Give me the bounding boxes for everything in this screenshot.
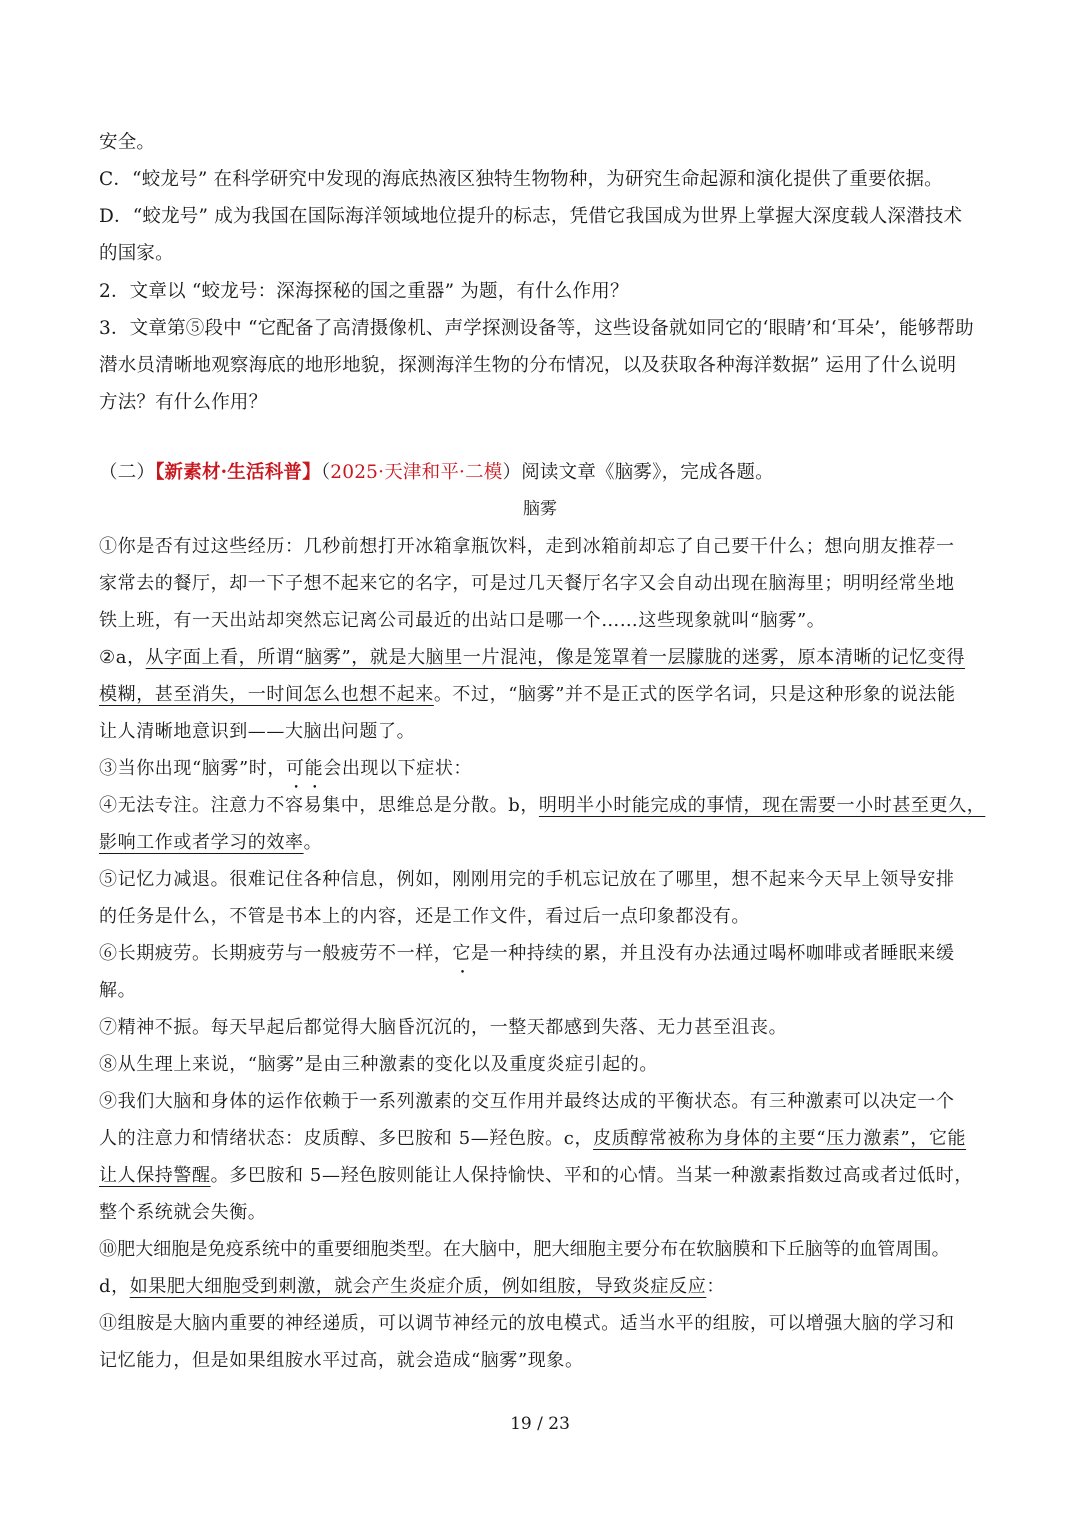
paragraph-11-line: ⑪组胺是大脑内重要的神经递质，可以调节神经元的放电模式。适当水平的组胺，可以增强大脑的学习和 (99, 1313, 955, 1334)
underlined-text: 影响工作或者学习的效率 (99, 832, 304, 853)
paragraph-10-line: ⑩肥大细胞是免疫系统中的重要细胞类型。在大脑中，肥大细胞主要分布在软脑膜和下丘脑等的血管周围。 (99, 1239, 950, 1260)
plain-text: 会出现以下症状： (323, 758, 473, 779)
paragraph-2-line: 让人清晰地意识到——大脑出问题了。 (99, 721, 416, 742)
section-header (99, 460, 774, 486)
paragraph-7-line: ⑦精神不振。每天早起后都觉得大脑昏沉沉的，一整天都感到失落、无力甚至沮丧。 (99, 1017, 788, 1038)
paragraph-3-line (99, 756, 472, 782)
text-line: 安全。 (99, 132, 156, 153)
paragraph-6-line: 解。 (99, 980, 137, 1001)
emphasis-char: 可 (286, 758, 305, 779)
paragraph-4-line (99, 830, 322, 856)
section-source: 2025·天津和平·二模 (330, 462, 503, 483)
marker-a: ②a， (99, 647, 146, 668)
paragraph-1-line: 家常去的餐厅，却一下子想不起来它的名字，可是过几天餐厅名字又会自动出现在脑海里；明明经常坐地 (99, 573, 955, 594)
paragraph-11-line: 记忆能力，但是如果组胺水平过高，就会造成“脑雾”现象。 (99, 1350, 584, 1371)
plain-text: 人的注意力和情绪状态：皮质醇、多巴胺和 5—羟色胺。c， (99, 1128, 594, 1149)
underlined-text: 模糊，甚至消失，一时间怎么也想不起来 (99, 684, 434, 705)
underlined-text: 明明半小时能完成的事情，现在需要一小时甚至更久， (538, 795, 986, 816)
plain-text: 。不过，“脑雾”并不是正式的医学名词，只是这种形象的说法能 (433, 684, 956, 705)
plain-text: 。多巴胺和 5—羟色胺则能让人保持愉快、平和的心情。当某一种激素指数过高或者过低时， (210, 1165, 973, 1186)
question-3-cont: 方法？有什么作用？ (99, 392, 268, 413)
option-c: C．“蛟龙号” 在科学研究中发现的海底热液区独特生物物种，为研究生命起源和演化提供了重要依据。 (99, 169, 943, 190)
paragraph-9-line (99, 1126, 966, 1152)
plain-text: ③当你出现“脑雾”时， (99, 758, 287, 779)
paragraph-8-line: ⑧从生理上来说，“脑雾”是由三种激素的变化以及重度炎症引起的。 (99, 1054, 659, 1075)
paragraph-9-line: ⑨我们大脑和身体的运作依赖于一系列激素的交互作用并最终达成的平衡状态。有三种激素可以决定一个 (99, 1091, 955, 1112)
paragraph-4-line (99, 793, 985, 819)
underlined-text: 让人保持警醒 (99, 1165, 211, 1186)
page-number: 19 / 23 (510, 1414, 570, 1434)
option-d-cont: 的国家。 (99, 243, 174, 264)
option-d: D．“蛟龙号” 成为我国在国际海洋领域地位提升的标志，凭借它我国成为世界上掌握大深度载人深潜技术 (99, 206, 963, 227)
paragraph-5-line: ⑤记忆力减退。很难记住各种信息，例如，刚刚用完的手机忘记放在了哪里，想不起来今天早上领导安排 (99, 869, 955, 890)
paragraph-6-line (99, 941, 955, 967)
paragraph-2-line (99, 682, 956, 708)
plain-text: ④无法专注。注意力不容易集中，思维总是分散。b， (99, 795, 539, 816)
article-title: 脑雾 (523, 499, 557, 519)
emphasis-char: 能 (304, 758, 324, 779)
paragraph-10-line (99, 1274, 725, 1300)
plain-text: ： (706, 1276, 725, 1297)
question-2: 2．文章以 “蛟龙号：深海探秘的国之重器” 为题，有什么作用？ (99, 281, 629, 302)
underlined-text: 皮质醇常被称为身体的主要“压力激素”，它能 (593, 1128, 967, 1149)
paragraph-1-line: 铁上班，有一天出站却突然忘记离公司最近的出站口是哪一个……这些现象就叫“脑雾”。 (99, 610, 826, 631)
plain-text: ⑥长期疲劳。长期疲劳与一般疲劳不一样， (99, 943, 453, 964)
paragraph-1-line: ①你是否有过这些经历：几秒前想打开冰箱拿瓶饮料，走到冰箱前却忘了自己要干什么；想向朋友推荐一 (99, 536, 955, 557)
paragraph-2-line (99, 645, 965, 671)
section-instruction: 阅读文章《脑雾》，完成各题。 (521, 462, 774, 483)
paragraph-9-line (99, 1163, 973, 1189)
question-3: 3．文章第⑤段中 “它配备了高清摄像机、声学探测设备等，这些设备就如同它的‘眼睛’和‘耳朵’，能够帮助 (99, 318, 974, 339)
plain-text: 是一种持续的累，并且没有办法通过喝杯咖啡或者睡眠来缓 (471, 943, 955, 964)
paren-open: （ (320, 462, 331, 483)
paren-close: ） (502, 462, 522, 483)
question-3-cont: 潜水员清晰地观察海底的地形地貌，探测海洋生物的分布情况，以及获取各种海洋数据” 运用了什么说明 (99, 355, 957, 376)
paragraph-5-line: 的任务是什么，不管是书本上的内容，还是工作文件，看过后一点印象都没有。 (99, 906, 750, 927)
marker-d: d， (99, 1276, 130, 1297)
section-tag: 【新素材·生活科普】 (155, 462, 321, 483)
underlined-text: 如果肥大细胞受到刺激，就会产生炎症介质，例如组胺，导致炎症反应 (129, 1276, 707, 1297)
section-prefix: （二） (99, 462, 156, 483)
paragraph-9-line: 整个系统就会失衡。 (99, 1202, 267, 1223)
underlined-text: 从字面上看，所谓“脑雾”，就是大脑里一片混沌，像是笼罩着一层朦胧的迷雾，原本清晰的记忆变得 (145, 647, 966, 668)
emphasis-char: 它 (452, 943, 472, 964)
plain-text: 。 (303, 832, 323, 853)
